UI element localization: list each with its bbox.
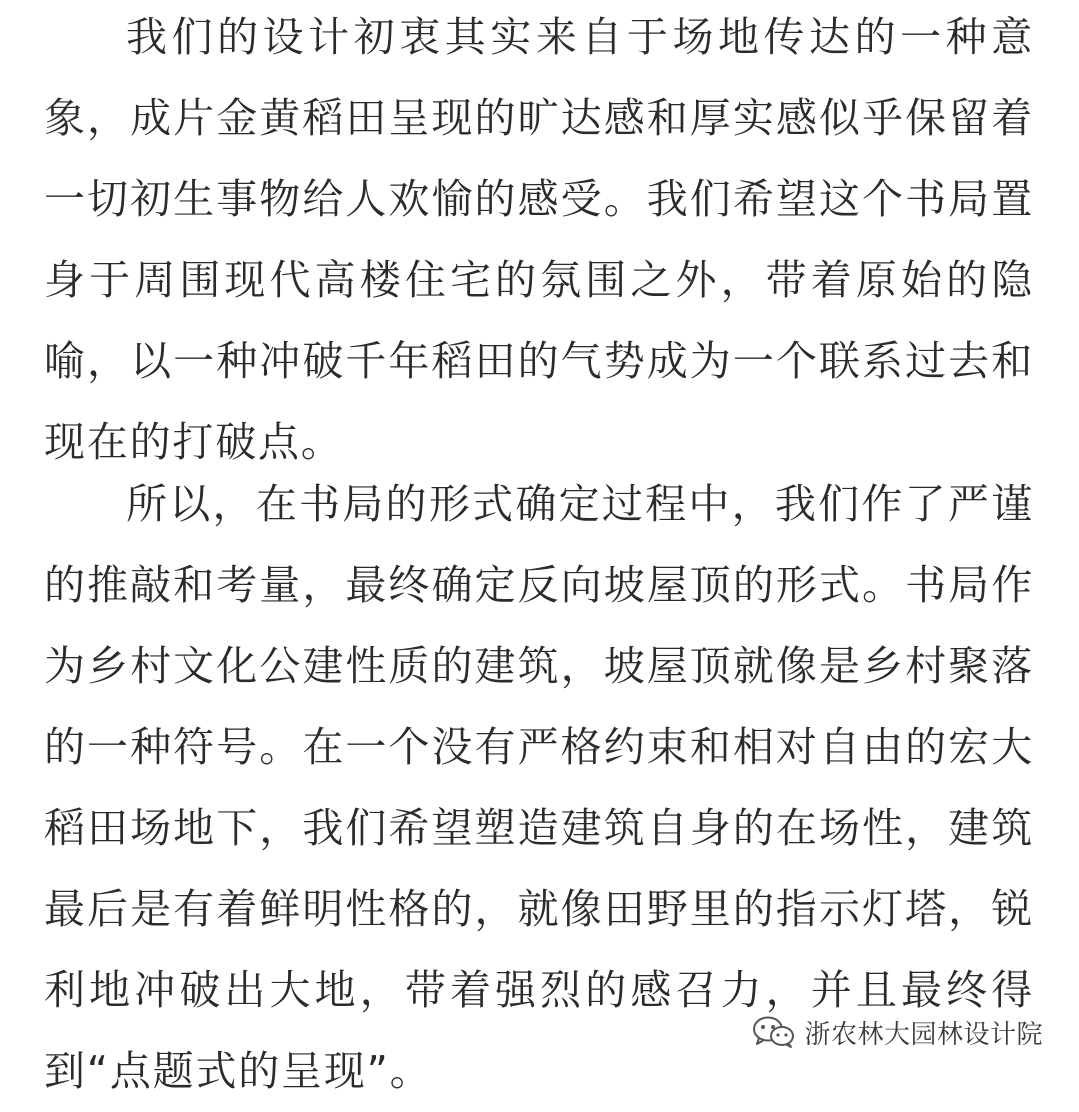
watermark-text: 浙农林大园林设计院 (804, 1019, 1043, 1050)
watermark (752, 1011, 1043, 1053)
paragraph-2: 所以，在书局的形式确定过程中，我们作了严谨的推敲和考量，最终确定反向坡屋顶的形式。书局作为乡村文化公建性质的建筑，坡屋顶就像是乡村聚落的一种符号。在一个没有严格约束和相对自由的宏大稻田场地下，我们希望塑造建筑自身的在场性，建筑最后是有着鲜明性格的，就像田野里的指示灯塔，锐利地冲破出大地，带着强烈的感召力，并且最终得到“点题式的呈现”。 (44, 480, 1034, 1095)
wechat-icon (752, 1015, 796, 1049)
paragraph-1: 我们的设计初衷其实来自于场地传达的一种意象，成片金黄稻田呈现的旷达感和厚实感似乎保留着一切初生事物给人欢愉的感受。我们希望这个书局置身于周围现代高楼住宅的氛围之外，带着原始的隐喻，以一种冲破千年稻田的气势成为一个联系过去和现在的打破点。 (44, 13, 1034, 466)
